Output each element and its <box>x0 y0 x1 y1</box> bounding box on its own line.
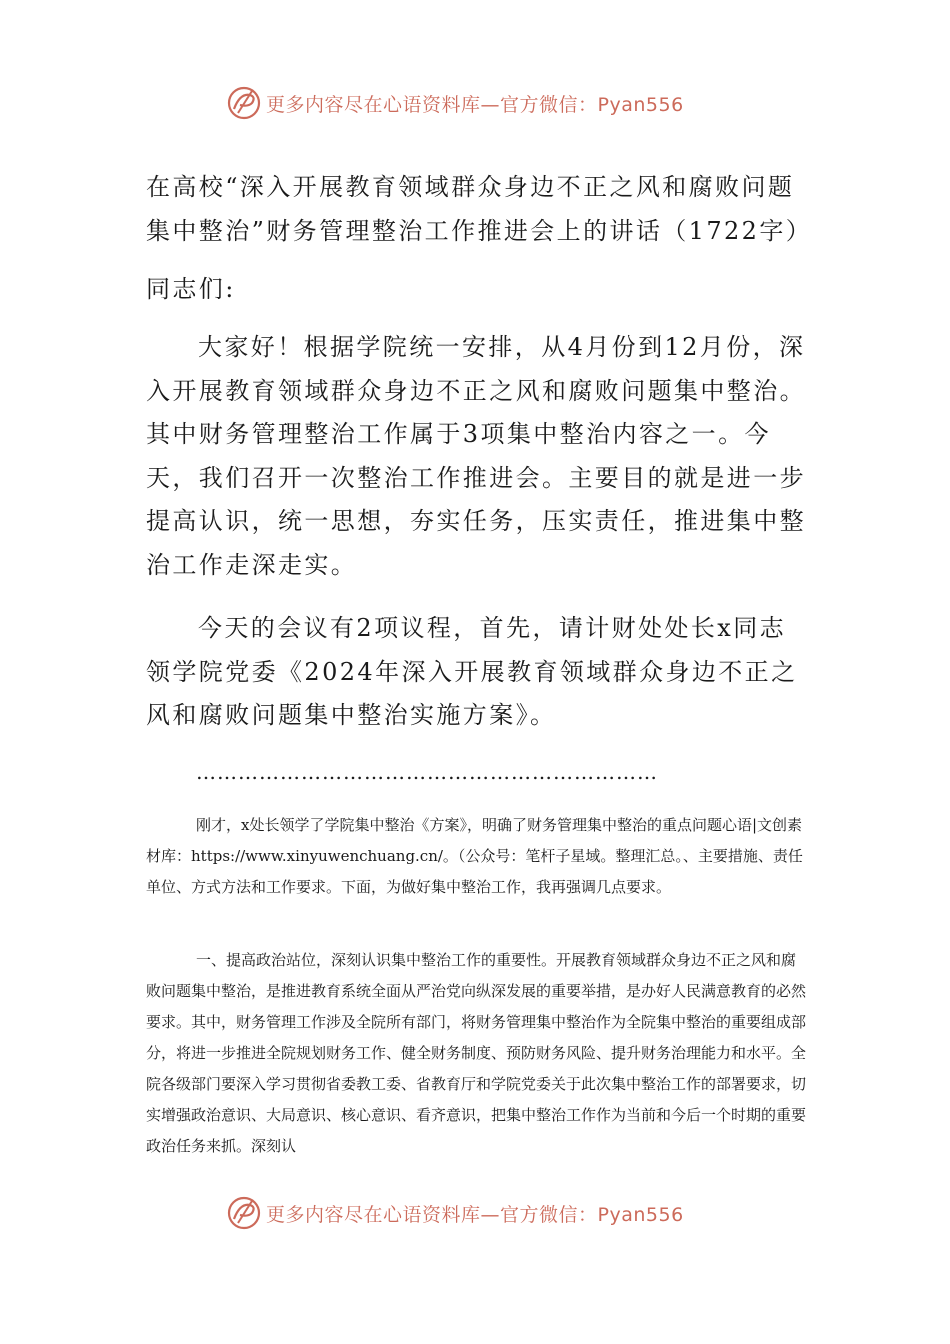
greeting: 同志们: <box>146 275 236 303</box>
small-paragraph: 一、提高政治站位，深刻认识集中整治工作的重要性。开展教育领域群众身边不正之风和腐败问题集中整治，是推进教育系统全面从严治党向纵深发展的重要举措，是办好人民满意教育的必然要求。其中，财务管理工作涉及全院所有部门，将财务管理集中整治作为全院集中整治的重要组成部分，将进一步推进全院规划财务工作、健全财务制度、预防财务风险、提升财务治理能力和水平。全院各级部门要深入学习贯彻省委教工委、省教育厅和学院党委关于此次集中整治工作的部署要求，切实增强政治意识、大局意识、核心意识、看齐意识，把集中整治工作作为当前和今后一个时期的重要政治任务来抓。深刻认 <box>146 951 807 1155</box>
watermark-text: 更多内容尽在心语资料库—官方微信：Pyan556 <box>266 93 684 116</box>
footer-watermark-banner <box>226 1193 746 1233</box>
small-paragraph: 刚才，x处长领学了学院集中整治《方案》，明确了财务管理集中整治的重点问题心语|文创素材库：https://www.xinyuwenchuang.cn/。（公众号：笔杆子星域。整理汇总。、主要措施、责任单位、方式方法和工作要求。下面，为做好集中整治工作，我再强调几点要求。 <box>146 816 803 896</box>
body-paragraph: 大家好！根据学院统一安排，从4月份到12月份，深入开展教育领域群众身边不正之风和腐败问题集中整治。其中财务管理整治工作属于3项集中整治内容之一。今天，我们召开一次整治工作推进会。主要目的就是进一步提高认识，统一思想，夯实任务，压实责任，推进集中整治工作走深走实。 <box>146 333 806 579</box>
section-ellipsis: ………………………………………………………… <box>196 760 658 784</box>
logo-icon <box>226 1195 262 1231</box>
body-paragraph: 今天的会议有2项议程，首先，请计财处处长x同志领学院党委《2024年深入开展教育领域群众身边不正之风和腐败问题集中整治实施方案》。 <box>146 614 798 729</box>
watermark-text: 更多内容尽在心语资料库—官方微信：Pyan556 <box>266 1203 684 1226</box>
document-title: 在高校“深入开展教育领域群众身边不正之风和腐败问题集中整治”财务管理整治工作推进会上的讲话（1722字） <box>146 173 813 245</box>
logo-icon <box>226 85 262 121</box>
header-watermark-banner <box>226 83 746 123</box>
